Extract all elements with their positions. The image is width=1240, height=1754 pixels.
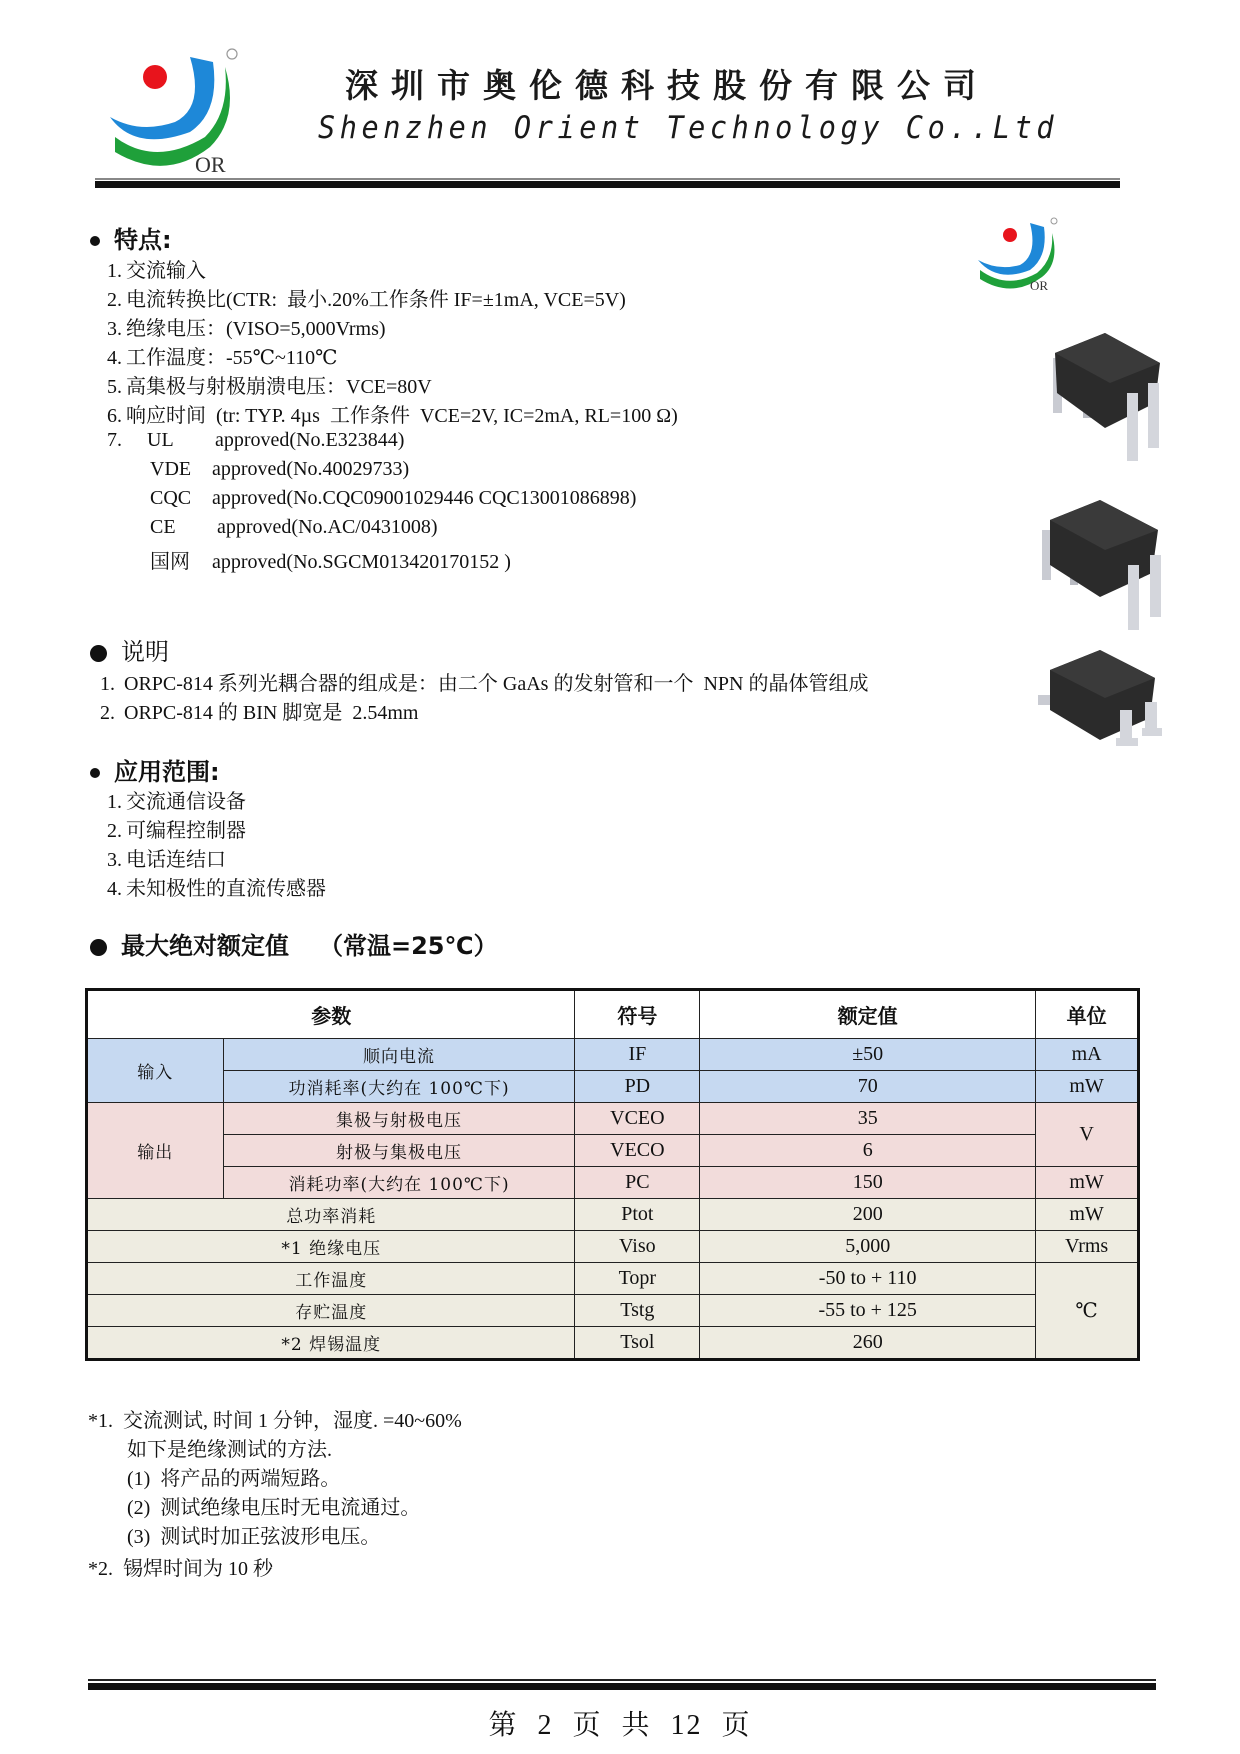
symbol-cell: Tstg (575, 1295, 700, 1327)
list-item: 1. 交流通信设备 (107, 791, 246, 813)
footnote-1: *1. 交流测试, 时间 1 分钟，湿度. =40~60% (88, 1410, 462, 1432)
symbol-cell: Ptot (575, 1199, 700, 1231)
param-cell: 工作温度 (87, 1263, 575, 1295)
list-item: 5. 高集极与射极崩溃电压：VCE=80V (107, 376, 432, 398)
footer-divider (88, 1683, 1156, 1690)
list-item: 1. ORPC-814 系列光耦合器的组成是：由二个 GaAs 的发射管和一个 NPN 的晶体管组成 (100, 673, 869, 695)
footnote-1-step: (3) 测试时加正弦波形电压。 (127, 1526, 381, 1548)
unit-cell: V (1036, 1103, 1139, 1167)
param-cell: 存贮温度 (87, 1295, 575, 1327)
page-number: 第 2 页 共 12 页 (488, 1710, 752, 1741)
bullet-icon (90, 645, 107, 662)
symbol-cell: Topr (575, 1263, 700, 1295)
list-item: 6. 响应时间 (tr: TYP. 4µs 工作条件 VCE=2V, IC=2mA, RL=100 Ω) (107, 405, 678, 427)
list-item: 4. 未知极性的直流传感器 (107, 878, 326, 900)
ratings-heading: 最大绝对额定值 （常温=25℃） (90, 926, 498, 961)
column-header: 参数 (87, 990, 575, 1039)
svg-text:OR: OR (195, 152, 226, 177)
company-name-cn: 深圳市奥伦德科技股份有限公司 (345, 66, 989, 105)
table-row (87, 1135, 1139, 1167)
symbol-cell: PC (575, 1167, 700, 1199)
table-row (87, 1295, 1139, 1327)
group-label-output: 输出 (87, 1103, 224, 1199)
unit-cell: ℃ (1036, 1263, 1139, 1360)
value-cell: 35 (700, 1103, 1036, 1135)
table-row (87, 1103, 1139, 1135)
group-label-input: 输入 (87, 1039, 224, 1103)
company-name-en: Shenzhen Orient Technology Co..Ltd (318, 110, 1059, 146)
value-cell: 6 (700, 1135, 1036, 1167)
table-row (87, 1167, 1139, 1199)
symbol-cell: Viso (575, 1231, 700, 1263)
footnote-1-sub: 如下是绝缘测试的方法. (127, 1439, 332, 1461)
dip-package-chip-icon (1045, 318, 1180, 468)
list-item: 2. 电流转换比(CTR: 最小.20%工作条件 IF=±1mA, VCE=5V) (107, 289, 626, 311)
footnote-1-step: (2) 测试绝缘电压时无电流通过。 (127, 1497, 421, 1519)
cert-row: CQC approved(No.CQC09001029446 CQC13001086898) (150, 487, 637, 509)
column-header: 单位 (1036, 990, 1139, 1039)
column-header: 额定值 (700, 990, 1036, 1039)
list-item: 1. 交流输入 (107, 260, 206, 282)
unit-cell: mW (1036, 1071, 1139, 1103)
unit-cell: mW (1036, 1199, 1139, 1231)
cert-row: VDE approved(No.40029733) (150, 458, 410, 480)
value-cell: 150 (700, 1167, 1036, 1199)
svg-text:OR: OR (1030, 278, 1049, 293)
symbol-cell: PD (575, 1071, 700, 1103)
value-cell: 260 (700, 1327, 1036, 1360)
table-row (87, 1199, 1139, 1231)
company-logo-icon (95, 42, 245, 177)
param-cell: *1 绝缘电压 (87, 1231, 575, 1263)
value-cell: ±50 (700, 1039, 1036, 1071)
param-cell: 顺向电流 (223, 1039, 575, 1071)
ratings-table (85, 988, 1140, 1361)
value-cell: 5,000 (700, 1231, 1036, 1263)
header-divider (95, 181, 1120, 188)
symbol-cell: VECO (575, 1135, 700, 1167)
symbol-cell: VCEO (575, 1103, 700, 1135)
param-cell: 功消耗率(大约在 100℃下) (223, 1071, 575, 1103)
footer-divider-thin (88, 1679, 1156, 1681)
applications-heading: 应用范围: (90, 752, 220, 787)
bullet-icon (90, 236, 100, 246)
symbol-cell: IF (575, 1039, 700, 1071)
table-row (87, 1263, 1139, 1295)
table-row (87, 1231, 1139, 1263)
table-row (87, 1327, 1139, 1360)
bullet-icon (90, 768, 100, 778)
param-cell: 总功率消耗 (87, 1199, 575, 1231)
list-item: 3. 绝缘电压：(VISO=5,000Vrms) (107, 318, 386, 340)
param-cell: *2 焊锡温度 (87, 1327, 575, 1360)
table-row (87, 1071, 1139, 1103)
footnote-1-step: (1) 将产品的两端短路。 (127, 1468, 341, 1490)
description-heading: 说明 (90, 632, 169, 667)
list-item: 2. 可编程控制器 (107, 820, 246, 842)
cert-row: UL approved(No.E323844) (147, 429, 405, 451)
value-cell: 200 (700, 1199, 1036, 1231)
footnote-2: *2. 锡焊时间为 10 秒 (88, 1558, 273, 1580)
param-cell: 消耗功率(大约在 100℃下) (223, 1167, 575, 1199)
features-heading: 特点: (90, 220, 172, 255)
table-header-row (87, 990, 1139, 1039)
value-cell: -50 to + 110 (700, 1263, 1036, 1295)
list-item: 4. 工作温度：-55℃~110℃ (107, 347, 338, 369)
cert-row: CE approved(No.AC/0431008) (150, 516, 438, 538)
list-item: 2. ORPC-814 的 BIN 脚宽是 2.54mm (100, 702, 419, 724)
unit-cell: Vrms (1036, 1231, 1139, 1263)
header-divider-thin (95, 178, 1120, 180)
bullet-icon (90, 939, 107, 956)
table-row (87, 1039, 1139, 1071)
unit-cell: mA (1036, 1039, 1139, 1071)
side-logo-icon (972, 215, 1062, 293)
value-cell: -55 to + 125 (700, 1295, 1036, 1327)
symbol-cell: Tsol (575, 1327, 700, 1360)
smd-package-chip-icon (1030, 640, 1180, 750)
cert-row: 国网 approved(No.SGCM013420170152 ) (150, 551, 511, 573)
list-item: 3. 电话连结口 (107, 849, 226, 871)
value-cell: 70 (700, 1071, 1036, 1103)
unit-cell: mW (1036, 1167, 1139, 1199)
dip-package-chip-icon (1030, 485, 1185, 635)
param-cell: 射极与集极电压 (223, 1135, 575, 1167)
column-header: 符号 (575, 990, 700, 1039)
param-cell: 集极与射极电压 (223, 1103, 575, 1135)
list-item: 7. (107, 429, 122, 451)
